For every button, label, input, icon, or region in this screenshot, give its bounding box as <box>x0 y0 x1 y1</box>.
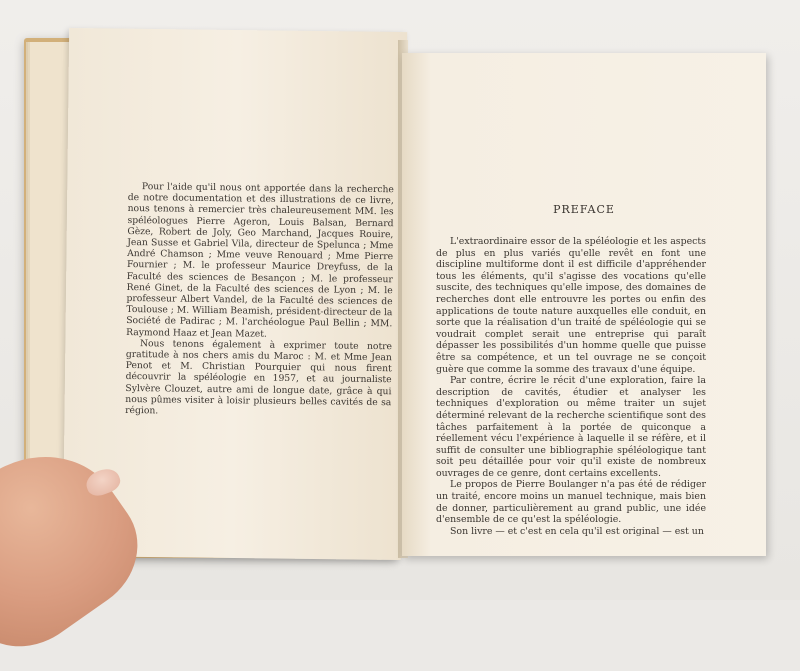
preface-paragraph-4: Son livre — et c'est en cela qu'il est original — est un <box>450 525 704 537</box>
acknowledgements-paragraph-2: Nous tenons également à exprimer toute notre gratitude à nos chers amis du Maroc : M. et Mme Jean Penot et M. Christian Pourquier qui nous firent découvrir la spéléologie en 1957, et au journaliste Sylvère Clouzet, autre ami de longue date, grâce à qui nous pûmes visiter à loisir plusieurs belles cavités de sa région. <box>125 338 393 417</box>
preface-text <box>436 236 706 537</box>
acknowledgements-paragraph-1: Pour l'aide qu'il nous ont apportée dans la recherche de notre documentation et des illustrations de ce livre, nous tenons à remercier très chaleureusement MM. les spéléologues Pierre Ageron, Louis Balsan, Bernard Gèze, Robert de Joly, Geo Marchand, Jacques Rouire, Jean Susse et Gabriel Vila, directeur de Spelunca ; Mme André Chamson ; Mme veuve Renouard ; Mme Pierre Fournier ; M. le professeur Maurice Dreyfuss, de la Faculté des sciences de Besançon ; M. le professeur René Ginet, de la Faculté des sciences de Lyon ; M. le professeur Albert Vandel, de la Faculté des sciences de Toulouse ; M. William Beamish, président-directeur de la Société de Padirac ; M. l'archéologue Paul Bellin ; MM. Raymond Haaz et Jean Mazet. <box>126 181 394 340</box>
preface-paragraph-2: Par contre, écrire le récit d'une exploration, faire la description de cavités, étudier et analyser les techniques d'exploration ou même traiter un sujet déterminé relevant de la recherche scientifique sont des tâches parfaitement à la portée de quiconque a réellement vécu l'expérience à laquelle il se réfère, et il suffit de consulter une bibliographie spéléologique tant soit peu détaillée pour voir qu'il existe de nombreux ouvrages de ce genre, dont certains excellents. <box>436 375 706 479</box>
preface-paragraph-1: L'extraordinaire essor de la spéléologie et les aspects de plus en plus variés qu'elle revêt en font une discipline multiforme dont il est difficile d'appréhender tous les éléments, qu'il s'agisse des vocations qu'elle suscite, des techniques qu'elle impose, des domaines de recherches dont elle entrouvre les portes ou enfin des applications de toute nature auxquelles elle conduit, en sorte que la réalisation d'un traité de spéléologie qui se voudrait complet serait une entreprise qui paraît dépasser les possibilités d'un homme quelle que puisse être sa compétence, et un tel ouvrage ne se conçoit guère que comme la somme des travaux d'une équipe. <box>436 236 706 375</box>
acknowledgements-text <box>125 181 394 419</box>
preface-paragraph-3: Le propos de Pierre Boulanger n'a pas été de rédiger un traité, encore moins un manuel technique, mais bien de donner, particulièrement au grand public, une idée d'ensemble de ce qu'est la spéléologie. <box>436 479 706 526</box>
preface-title: PREFACE <box>553 203 615 216</box>
